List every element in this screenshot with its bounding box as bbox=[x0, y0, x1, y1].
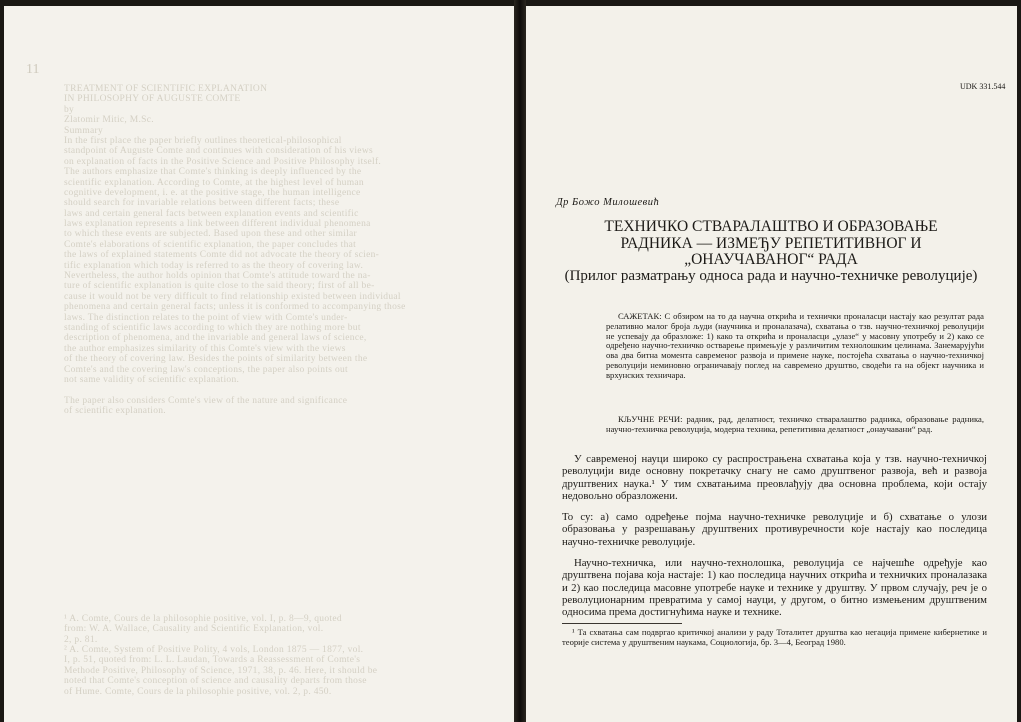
bleed-through-line: The paper also considers Comte's view of the nature and significance bbox=[64, 395, 348, 406]
left-page bbox=[4, 6, 514, 722]
bleed-through-line: of the theory of covering law. Besides the points of similarity between the bbox=[64, 354, 368, 365]
bleed-through-line: cognitive development, i. e. at the positive stage, the human intelligence bbox=[64, 187, 361, 198]
bleed-through-line: not same validity of scientific explanation. bbox=[64, 374, 240, 385]
bleed-through-line bbox=[64, 510, 494, 520]
bleed-through-line bbox=[64, 458, 494, 468]
bleed-through-line: description of phenomena, and the invariable and general laws of science, bbox=[64, 333, 367, 344]
bleed-through-line: noted that Comte's conception of science and causality departs from those bbox=[64, 676, 367, 687]
book-gutter bbox=[514, 0, 526, 722]
article-title bbox=[546, 219, 996, 269]
bleed-through-line bbox=[64, 479, 494, 489]
bleed-through-line: to which these events are subjected. Based upon these and other similar bbox=[64, 229, 358, 240]
bleed-through-line bbox=[64, 417, 494, 427]
title-line: „ОНАУЧАВАНОГ“ РАДА bbox=[684, 251, 858, 268]
bleed-through-line: the laws of explained statements Comte did not advocate the theory of scien- bbox=[64, 250, 380, 261]
title-line: ТЕХНИЧКО СТВАРАЛАШТВО И ОБРАЗОВАЊЕ bbox=[604, 218, 938, 235]
bleed-through-line: standpoint of Auguste Comte and continues with consideration of his views bbox=[64, 146, 373, 157]
bleed-through-line: cause it would not be very difficult to find relationship existed between individual bbox=[64, 291, 401, 302]
udk-code: UDK 331.544 bbox=[960, 82, 1006, 91]
bleed-through-line bbox=[64, 572, 494, 582]
bleed-through-line: Nevertheless, the author holds opinion that Comte's attitude toward the na- bbox=[64, 271, 371, 282]
bleed-through-line: standing of scientific laws according to which they are nothing more but bbox=[64, 322, 361, 333]
bleed-through-line bbox=[64, 562, 494, 572]
bleed-through-line bbox=[64, 520, 494, 530]
bleed-through-line: scientific explanation. According to Comte, at the highest level of human bbox=[64, 177, 364, 188]
keywords: КЉУЧНЕ РЕЧИ: радник, рад, делатност, техничко стваралаштво радника, образовање радника, научно-техничка револуција, модерна техника, репетитивна делатност „онаучавани“ рад. bbox=[606, 414, 984, 434]
bleed-through-line bbox=[64, 437, 494, 447]
bleed-through-line: In the first place the paper briefly outlines theoretical-philosophical bbox=[64, 135, 342, 146]
bleed-through-line: TREATMENT OF SCIENTIFIC EXPLANATION bbox=[64, 84, 268, 94]
article-subtitle: (Прилог разматрању односа рада и научно-техничке револуције) bbox=[564, 268, 978, 284]
body-paragraph: У савременој науци широко су распрострањена схватања која у тзв. научно-техничкој револуцији виде основну покретачку снагу не само друштвеног развоја, већ и развоја друштвених наука.¹ У тим схватањима преовлађују два основна проблема, који остају недовољно образложени. bbox=[562, 453, 987, 502]
bleed-through-line: ¹ A. Comte, Cours de la philosophie positive, vol. I, p. 8—9, quoted bbox=[64, 613, 342, 624]
bleed-through-line: Zlatomir Mitic, M.Sc. bbox=[64, 115, 154, 126]
title-line: РАДНИКА — ИЗМЕЂУ РЕПЕТИТИВНОГ И bbox=[620, 234, 922, 252]
bleed-through-line: Comte's elaborations of scientific explanation, the paper concludes that bbox=[64, 239, 357, 250]
right-page bbox=[526, 6, 1017, 722]
bleed-through-line: laws. The distinction relates to the point of view with Comte's under- bbox=[64, 312, 348, 323]
bleed-through-line bbox=[64, 448, 494, 458]
bleed-through-line: ture of scientific explanation is quite close to the said theory; first of all be- bbox=[64, 281, 375, 292]
footnote: ¹ Та схватања сам подвргао критичкој анализи у раду Тоталитет друштва као негација примене кибернетике и теорије система у друштвеним наукама, Социологија, бр. 3—4, Београд 1980. bbox=[562, 627, 987, 647]
bleed-through-line bbox=[64, 500, 494, 510]
bleed-through-line: from: W. A. Wallace, Causality and Scientific Explanation, vol. bbox=[64, 624, 324, 635]
bleed-through-line: laws explanation represents a link between different individual phenomena bbox=[64, 219, 371, 230]
footnote-rule bbox=[562, 623, 682, 624]
bleed-through-line: of scientific explanation. bbox=[64, 406, 166, 417]
body-paragraph: Научно-техничка, или научно-технолошка, револуција се најчешће одређује као друштвена појава која настаје: 1) као последица научних открића и техничких проналазака и 2) као последица масовне употребе науке и технике у друштву. У првом случају, реч је о револуционарним превратима у самој науци, у другом, о битно измењеним друштвеним односима према достигнућима науке и технике. bbox=[562, 557, 987, 619]
bleed-through-line: on explanation of facts in the Positive Science and Positive Philosophy itself. bbox=[64, 156, 382, 167]
bleed-through-line bbox=[64, 593, 494, 603]
left-page-number: 11 bbox=[26, 62, 40, 77]
bleed-through-line: 2, p. 81. bbox=[64, 634, 98, 645]
bleed-through-line: by bbox=[64, 104, 75, 115]
bleed-through-text bbox=[64, 84, 494, 697]
bleed-through-line bbox=[64, 489, 494, 499]
bleed-through-line: of Hume. Comte, Cours de la philosophie positive, vol. 2, p. 450. bbox=[64, 686, 332, 697]
bleed-through-line: phenomena and certain general facts; unless it is conformed to accompanying those bbox=[64, 302, 406, 313]
bleed-through-line: Methode Positive, Philosophy of Science, 1971, 38, p. 46. Here, it should be bbox=[64, 665, 378, 676]
bleed-through-line bbox=[64, 552, 494, 562]
bleed-through-line: laws and certain general facts between explanation events and scientific bbox=[64, 208, 359, 219]
bleed-through-line: tific explanation which today is referred to as the theory of covering law. bbox=[64, 260, 364, 271]
bleed-through-line: should search for invariable relations between different facts; these bbox=[64, 198, 340, 209]
bleed-through-line bbox=[64, 385, 494, 395]
author-name: Др Божо Милошевић bbox=[556, 197, 660, 208]
bleed-through-line bbox=[64, 541, 494, 551]
bleed-through-line: ² A. Comte, System of Positive Polity, 4 vols, London 1875 — 1877, vol. bbox=[64, 645, 364, 656]
bleed-through-line: IN PHILOSOPHY OF AUGUSTE COMTE bbox=[64, 94, 241, 105]
bleed-through-line: I, p. 51, quoted from: L. L. Laudan, Towards a Reassessment of Comte's bbox=[64, 655, 361, 666]
body-paragraph: То су: а) само одређење појма научно-техничке револуције и б) схватање о улози образовања у разрешавању друштвених противуречности које настају као последица научно-техничке револуције. bbox=[562, 511, 987, 548]
bleed-through-line: Comte's and the covering law's conceptions, the paper also points out bbox=[64, 364, 348, 375]
bleed-through-line: Summary bbox=[64, 125, 104, 136]
bleed-through-line bbox=[64, 468, 494, 478]
bleed-through-line bbox=[64, 604, 494, 614]
bleed-through-line bbox=[64, 531, 494, 541]
bleed-through-line: The authors emphasize that Comte's thinking is deeply influenced by the bbox=[64, 167, 362, 178]
bleed-through-line: the author emphasizes similarity of this Comte's view with the views bbox=[64, 343, 346, 354]
bleed-through-line bbox=[64, 427, 494, 437]
abstract: САЖЕТАК: С обзиром на то да научна открића и технички проналасци настају као резултат рада релативно малог броја људи (научника и проналазача), схватања о тзв. научно-техничкој револуцији не успевају да образложе: 1) како та открића и проналасци „улазе“ у масовну употребу и 2) како се одређено научно-техничко остварење примењује у различитим технолошким целинама. Занемарујући ова два битна момента савременог развоја и примене науке, постојећа схватања о научно-техничкој револуцији неминовно ограничавају поглед на савремено друштво, сводећи га на објект научника и врхунских техничара. bbox=[606, 311, 984, 380]
bleed-through-line bbox=[64, 583, 494, 593]
